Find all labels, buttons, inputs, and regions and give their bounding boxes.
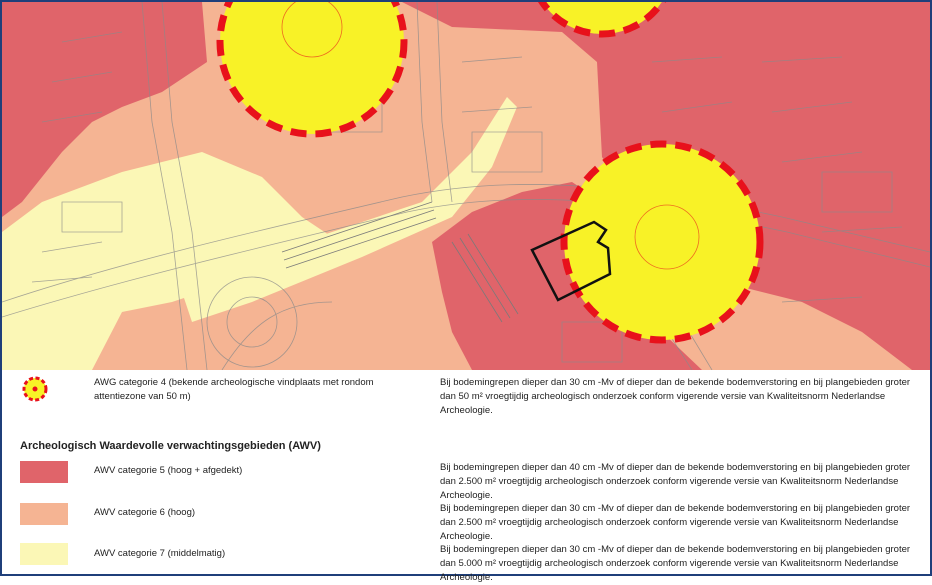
archaeology-map[interactable] <box>2 2 930 370</box>
swatch-awv5 <box>20 461 68 483</box>
swatch-awv7 <box>20 543 68 565</box>
legend-description-awv6: Bij bodemingrepen dieper dan 30 cm -Mv of dieper dan de bekende bodemverstoring en bij plangebieden groter dan 2.500 m² vroegtijdig archeologisch onderzoek conform vigerende versie van Kwaliteitsnorm Nederlandse Archeologie. <box>440 503 911 542</box>
dashed-circle-icon <box>20 374 50 404</box>
legend-description-awg4: Bij bodemingrepen dieper dan 30 cm -Mv of dieper dan de bekende bodemverstoring en bij plangebieden groter dan 50 m² vroegtijdig archeologisch onderzoek conform vigerende versie van Kwaliteitsnorm Nederlandse Archeologie. <box>440 377 911 416</box>
legend-label-awv6: AWV categorie 6 (hoog) <box>94 507 196 518</box>
swatch-awv6 <box>20 503 68 525</box>
map-legend <box>2 370 930 583</box>
legend-label-awv5: AWV categorie 5 (hoog + afgedekt) <box>94 465 243 476</box>
map-canvas <box>2 2 930 370</box>
awg4-circle-east <box>564 144 760 340</box>
legend-heading-awv: Archeologisch Waardevolle verwachtingsgebieden (AWV) <box>20 440 321 452</box>
legend-label-awg4: AWG categorie 4 (bekende archeologische vindplaats met rondom attentiezone van 50 m) <box>94 377 374 402</box>
legend-description-awv7: Bij bodemingrepen dieper dan 30 cm -Mv of dieper dan de bekende bodemverstoring en bij plangebieden groter dan 5.000 m² vroegtijdig archeologisch onderzoek conform vigerende versie van Kwaliteitsnorm Nederlandse Archeologie. <box>440 544 911 583</box>
legend-description-awv5: Bij bodemingrepen dieper dan 40 cm -Mv of dieper dan de bekende bodemverstoring en bij plangebieden groter dan 2.500 m² vroegtijdig archeologisch onderzoek conform vigerende versie van Kwaliteitsnorm Nederlandse Archeologie. <box>440 462 911 501</box>
legend-label-awv7: AWV categorie 7 (middelmatig) <box>94 548 226 559</box>
